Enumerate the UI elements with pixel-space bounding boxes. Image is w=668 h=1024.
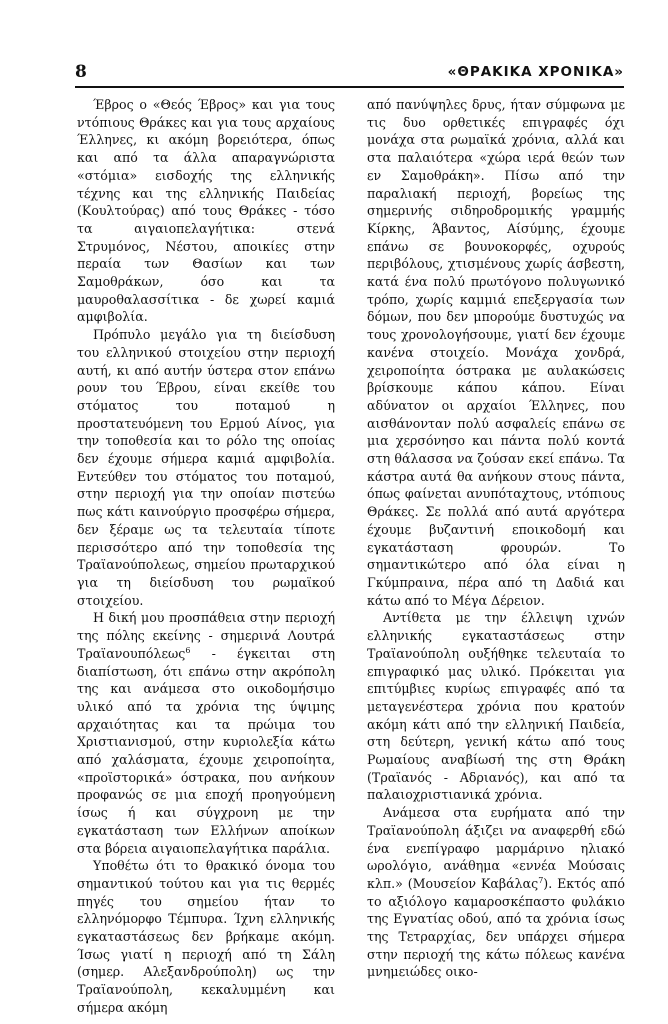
page-number: 8 — [75, 62, 87, 82]
paragraph: Αντίθετα με την έλλειψη ιχνών ελληνικής εγκαταστάσεως στην Τραϊανούπολη ουξήθηκε τελευταία το επιγραφικό μας υλικό. Πρόκειται για επιτύμβιες κυρίως επιγραφές από τα μεταγενέστερα χρόνια που κρατούν ακόμη κάτι από την ελληνική Παιδεία, στη δεύτερη, γενική κάτω από τους Ρωμαίους αναβίωσή της στη Θράκη (Τραϊανός - Αδριανός), και από τα παλαιοχριστιανικά χρόνια. — [367, 610, 625, 803]
running-title: «ΘΡΑΚΙΚΑ ΧΡΟΝΙΚΑ» — [447, 64, 624, 80]
left-column — [77, 96, 335, 1017]
page-header — [75, 62, 624, 84]
paragraph-text: Η δική μου προσπάθεια στην περιοχή της πόλης εκείνης - σημερινά Λουτρά Τραϊανουπόλεως — [77, 610, 335, 661]
right-column — [367, 96, 625, 981]
footnote-marker: 6 — [185, 645, 191, 655]
paragraph: Υποθέτω ότι το θρακικό όνομα του σημαντικού τούτου και για τις θερμές πηγές του σημείου ήταν το ελληνόμορφο Τέμπυρα. Ίχνη ελληνικής εγκαταστάσεως δεν βρήκαμε ακόμη. Ίσως γιατί η περιοχή από τη Σάλη (σημερ. Αλεξανδρούπολη) ως την Τραϊανούπολη, κεκαλυμμένη και σήμερα ακόμη — [77, 858, 335, 1015]
paragraph: Πρόπυλο μεγάλο για τη διείσδυση του ελληνικού στοιχείου στην περιοχή αυτή, κι από αυτήν ύστερα στον επάνω ρουν του Έβρου, είναι εκείθε του στόματος του ποταμού η προστατευόμενη του Ερμού Αίνος, για την τοποθεσία και το ρόλο της οποίας δεν έχουμε σήμερα καμιά αμφιβολία. Εντεύθεν του στόματος του ποταμού, στην περιοχή για την οποίαν πιστεύω πως κάτι καινούργιο προσφέρω σήμερα, δεν ξέραμε ως τα τελευταία τίποτε περισσότερο από την τοποθεσία της Τραϊανούπολεως, σημείου πρωταρχικού για τη διείσδυση του ρωμαϊκού στοιχείου. — [77, 327, 335, 608]
paragraph-text: Ανάμεσα στα ευρήματα από την Τραϊανούπολη άξιζει να αναφερθή εδώ ένα ενεπίγραφο μαρμάρινο ηλιακό ωρολόγιο, ανάθημα «εννέα Μούσαις κλπ.» (Μουσείον Καβάλας — [367, 805, 625, 891]
paragraph: Έβρος ο «Θεός Έβρος» και για τους ντόπιους Θράκες και για τους αρχαίους Έλληνες, κι ακόμη βορειότερα, όπως και από τα άλλα απαραγνώριστα «στόμια» εισδοχής της ελληνικής τέχνης και της ελληνικής Παιδείας (Κουλτούρας) από τους Θράκες - τόσο τα αιγαιοπελαγήτικα: στενά Στρυμόνος, Νέστου, αποικίες στην περαία των Θασίων και των Σαμοθράκων, όσο και τα μαυροθαλασσίτικα - δε χωρεί καμιά αμφιβολία. — [77, 97, 335, 325]
header-rule — [75, 86, 624, 88]
paragraph-text: - έγκειται στη διαπίστωση, ότι επάνω στην ακρόπολη της και ανάμεσα στο οικοδομήσιμο υλικό από τα χρόνια της ύψιμης αρχαιότητας και τα πρώιμα του Χριστιανισμού, στην κυριολεξία κάτω από χαλάσματα, έχουμε χειροποίητα, «προϊστορικά» όστρακα, που ανήκουν προφανώς σε μια εποχή προηγούμενη ίσως ή και σύγχρονη με την εγκατάσταση των Ελλήνων αποίκων στα βόρεια αιγαιοπελαγήτικα παράλια. — [77, 645, 335, 856]
paragraph: από πανύψηλες δρυς, ήταν σύμφωνα με τις δυο ορθετικές επιγραφές όχι μονάχα στα ρωμαϊκά χρόνια, αλλά και στα παλαιότερα «χώρα ιερά θεών των εν Σαμοθράκη». Πίσω από την παραλιακή περιοχή, βορείως της σημερινής σιδηροδρομικής γραμμής Κίρκης, Άβαντος, Αίσύμης, έχουμε επάνω σε βουνοκορφές, οχυρούς περιβόλους, χτισμένους χωρίς άσβεστη, κατά ένα πολύ πρωτόγονο πολυγωνικό τρόπο, χωρίς καμμιά επεξεργασία των δόμων, που δεν μπορούμε δυστυχώς να τους χρονολογήσουμε, γιατί δεν έχουμε κανένα στοιχείο. Μονάχα χονδρά, χειροποίητα όστρακα με αυλακώσεις βρίσκουμε κάπου κάπου. Είναι αδύνατον οι αρχαίοι Έλληνες, που αισθάνονταν πολύ ασφαλείς επάνω σε μια χερσόνησο και πάντα πολύ κοντά στη θάλασσα να ζούσαν εκεί επάνω. Τα κάστρα αυτά θα ανήκουν στους πάντα, όπως φαίνεται ανυπόταχτους, ντόπιους Θράκες. Σε πολλά από αυτά αργότερα έχουμε βυζαντινή εποικοδομή και εγκατάσταση φρουρών. Το σημαντικώτερο από όλα είναι η Γκύμπραινα, πέρα από τη Δαδιά και κάτω από το Μέγα Δέρειον. — [367, 97, 625, 608]
paragraph — [367, 804, 625, 981]
footnote-marker: 7 — [538, 875, 544, 885]
paragraph — [77, 609, 335, 857]
paragraph-text: ). Εκτός από το αξιόλογο καμαροσκέπαστο φυλάκιο της Εγνατίας οδού, από τα χρόνια ίσως της Τετραρχίας, δεν υπάρχει σήμερα στην περιοχή της κάτω πόλεως κανένα μνημειώδες οικο- — [367, 875, 625, 980]
